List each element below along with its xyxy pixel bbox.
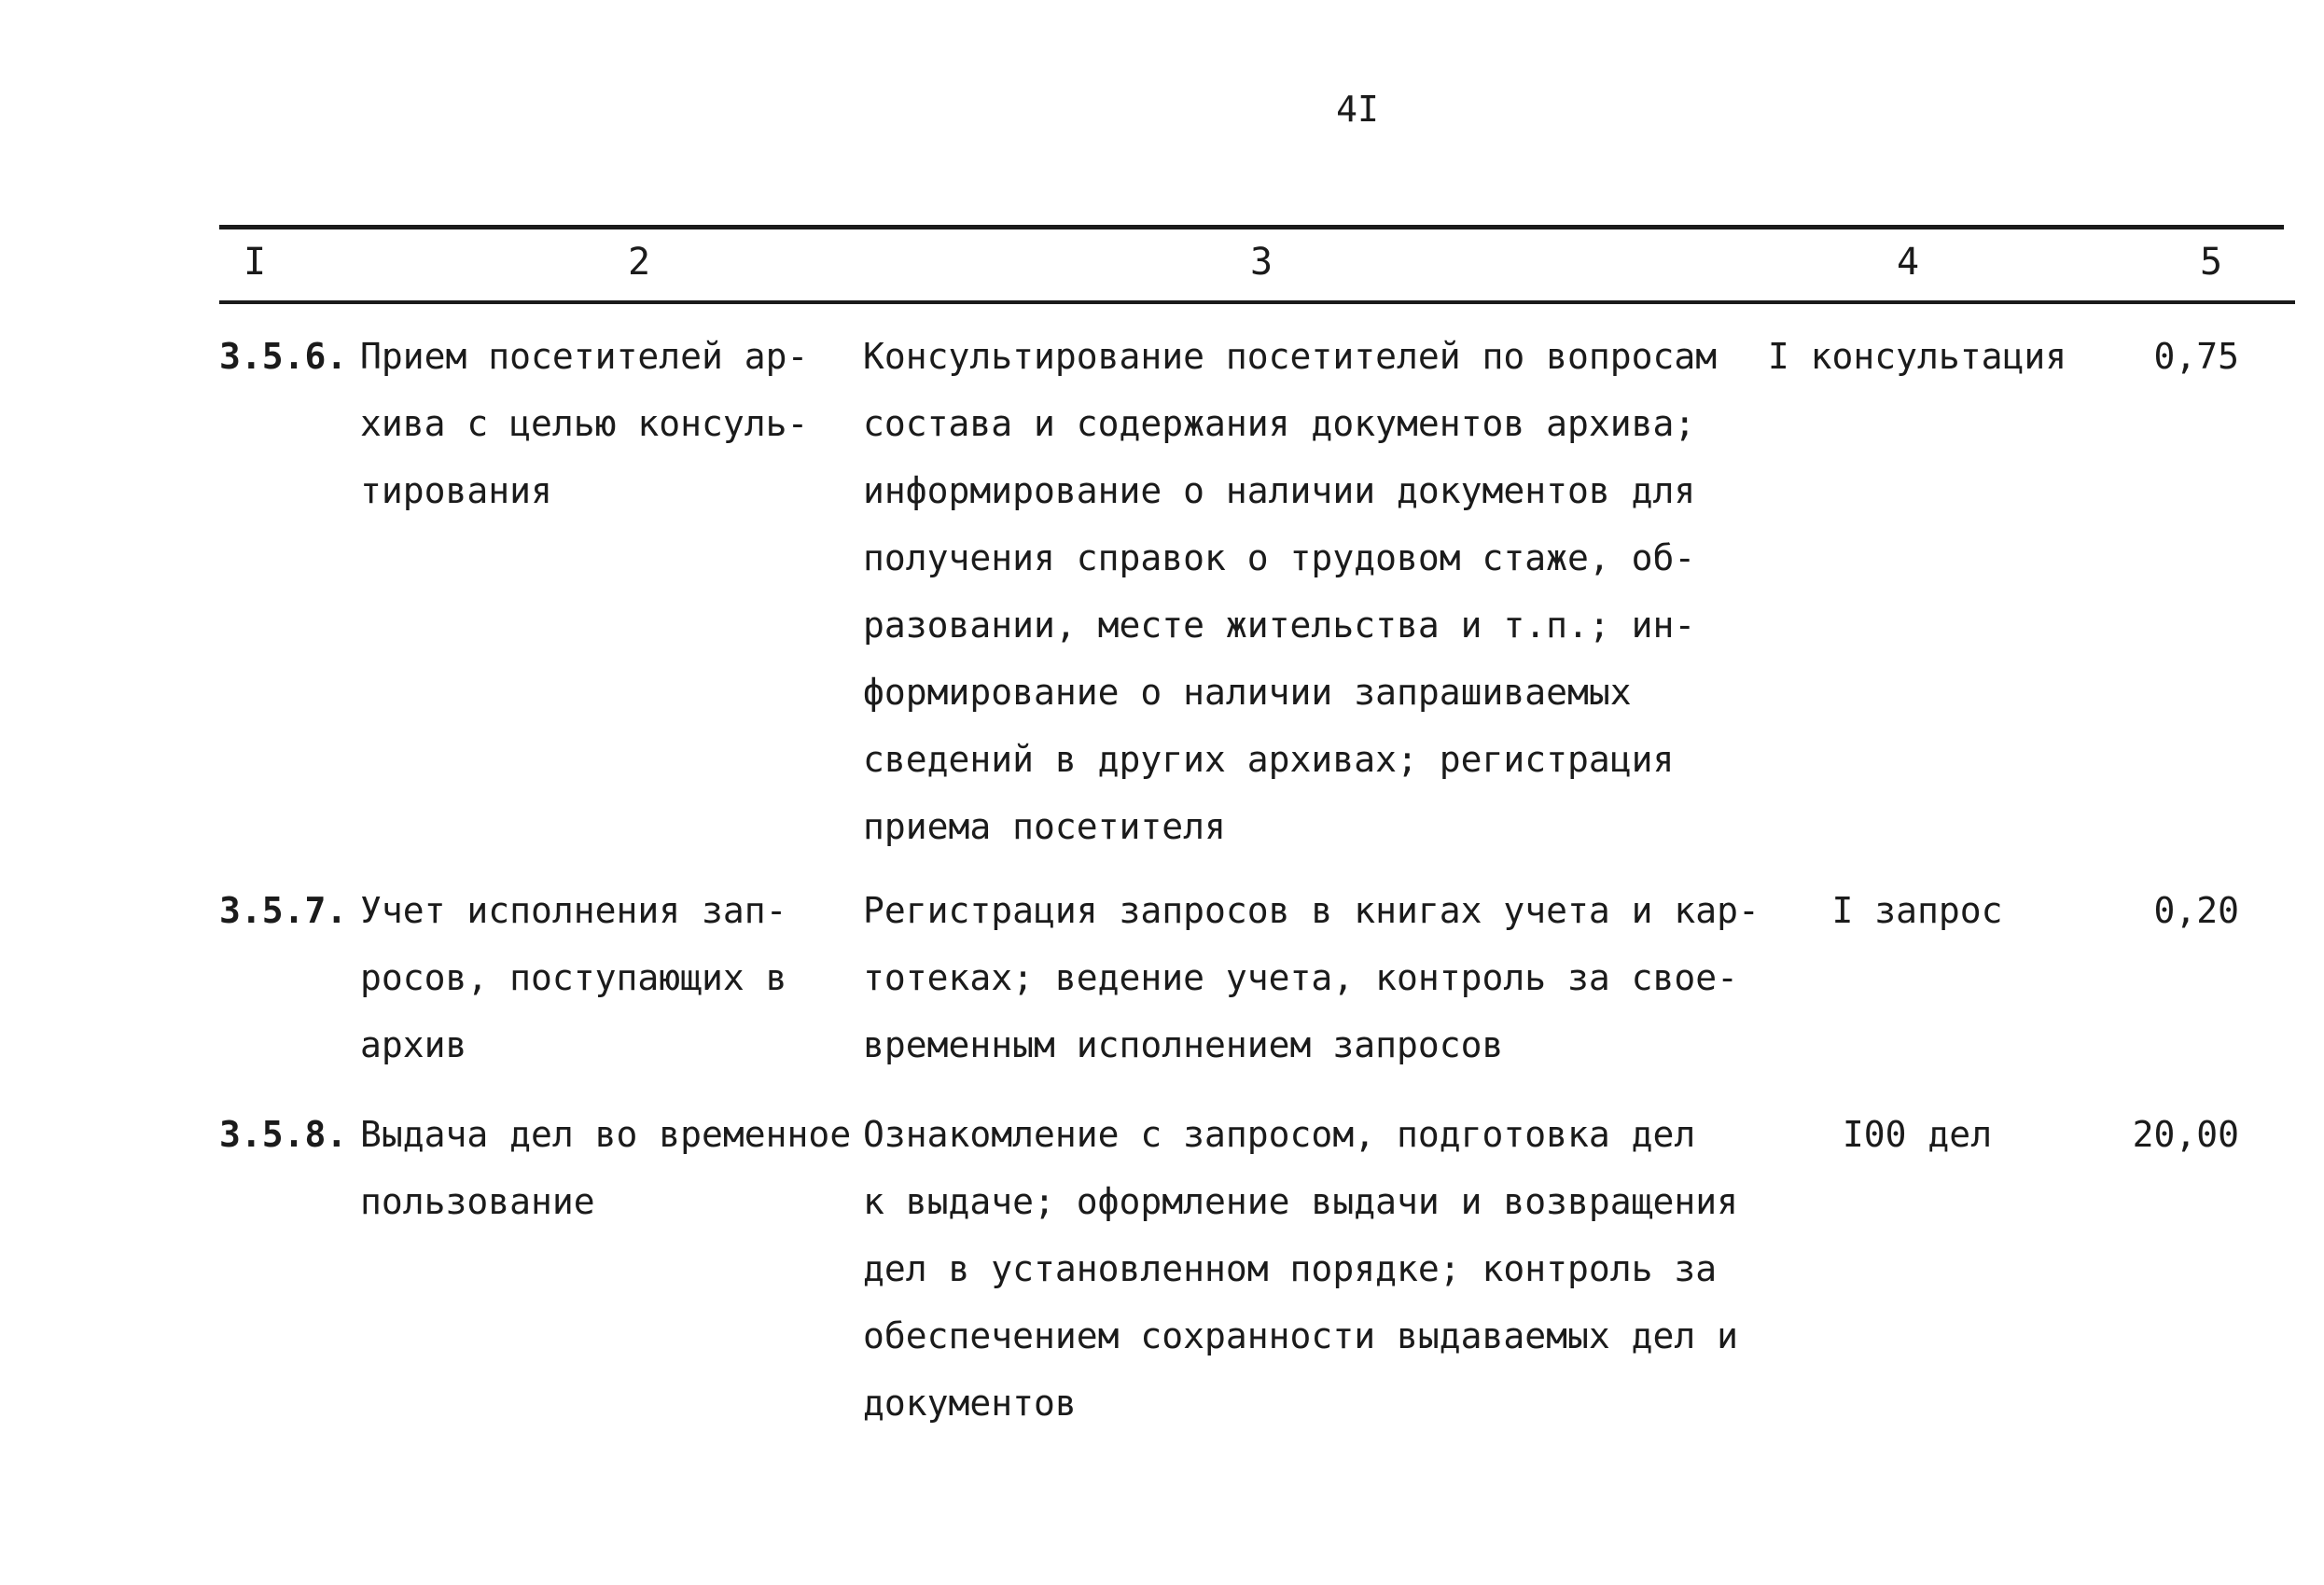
column-number-3: 3 (1249, 241, 1273, 284)
page-number: 4I (1336, 89, 1379, 130)
time-norm: 20,00 (2132, 1114, 2239, 1155)
table-top-rule (219, 225, 2284, 229)
row-number: 3.5.6. (219, 336, 348, 377)
unit-of-measure: I консультация (1767, 336, 2067, 377)
time-norm: 0,20 (2153, 890, 2239, 931)
row-number: 3.5.7. (219, 890, 348, 931)
time-norm: 0,75 (2153, 336, 2239, 377)
work-name: Учет исполнения зап- росов, поступающих в архив (360, 890, 787, 1065)
work-name: Прием посетителей ар- хива с целью консуль- тирования (360, 336, 809, 511)
work-content: Регистрация запросов в книгах учета и кар- тотеках; ведение учета, контроль за свое- временным исполнением запросов (863, 890, 1760, 1065)
column-number-5: 5 (2199, 241, 2223, 284)
column-number-1: I (243, 241, 267, 284)
column-number-2: 2 (627, 241, 651, 284)
work-content: Консультирование посетителей по вопросам состава и содержания документов архива; информирование о наличии документов для получения справок о трудовом стаже, об- разовании, месте жительства и т.п.; ин- формирование о наличии запрашиваемых сведений в других архивах; регистрация приема посетителя (863, 336, 1718, 847)
column-number-4: 4 (1896, 241, 1920, 284)
unit-of-measure: I запрос (1831, 890, 2003, 931)
work-name: Выдача дел во временное пользование (360, 1114, 852, 1222)
work-content: Ознакомление с запросом, подготовка дел к выдаче; оформление выдачи и возвращения дел в установленном порядке; контроль за обеспечением сохранности выдаваемых дел и документов (863, 1114, 1738, 1424)
row-number: 3.5.8. (219, 1114, 348, 1155)
unit-of-measure: I00 дел (1842, 1114, 1993, 1155)
table-header-rule (219, 300, 2295, 304)
